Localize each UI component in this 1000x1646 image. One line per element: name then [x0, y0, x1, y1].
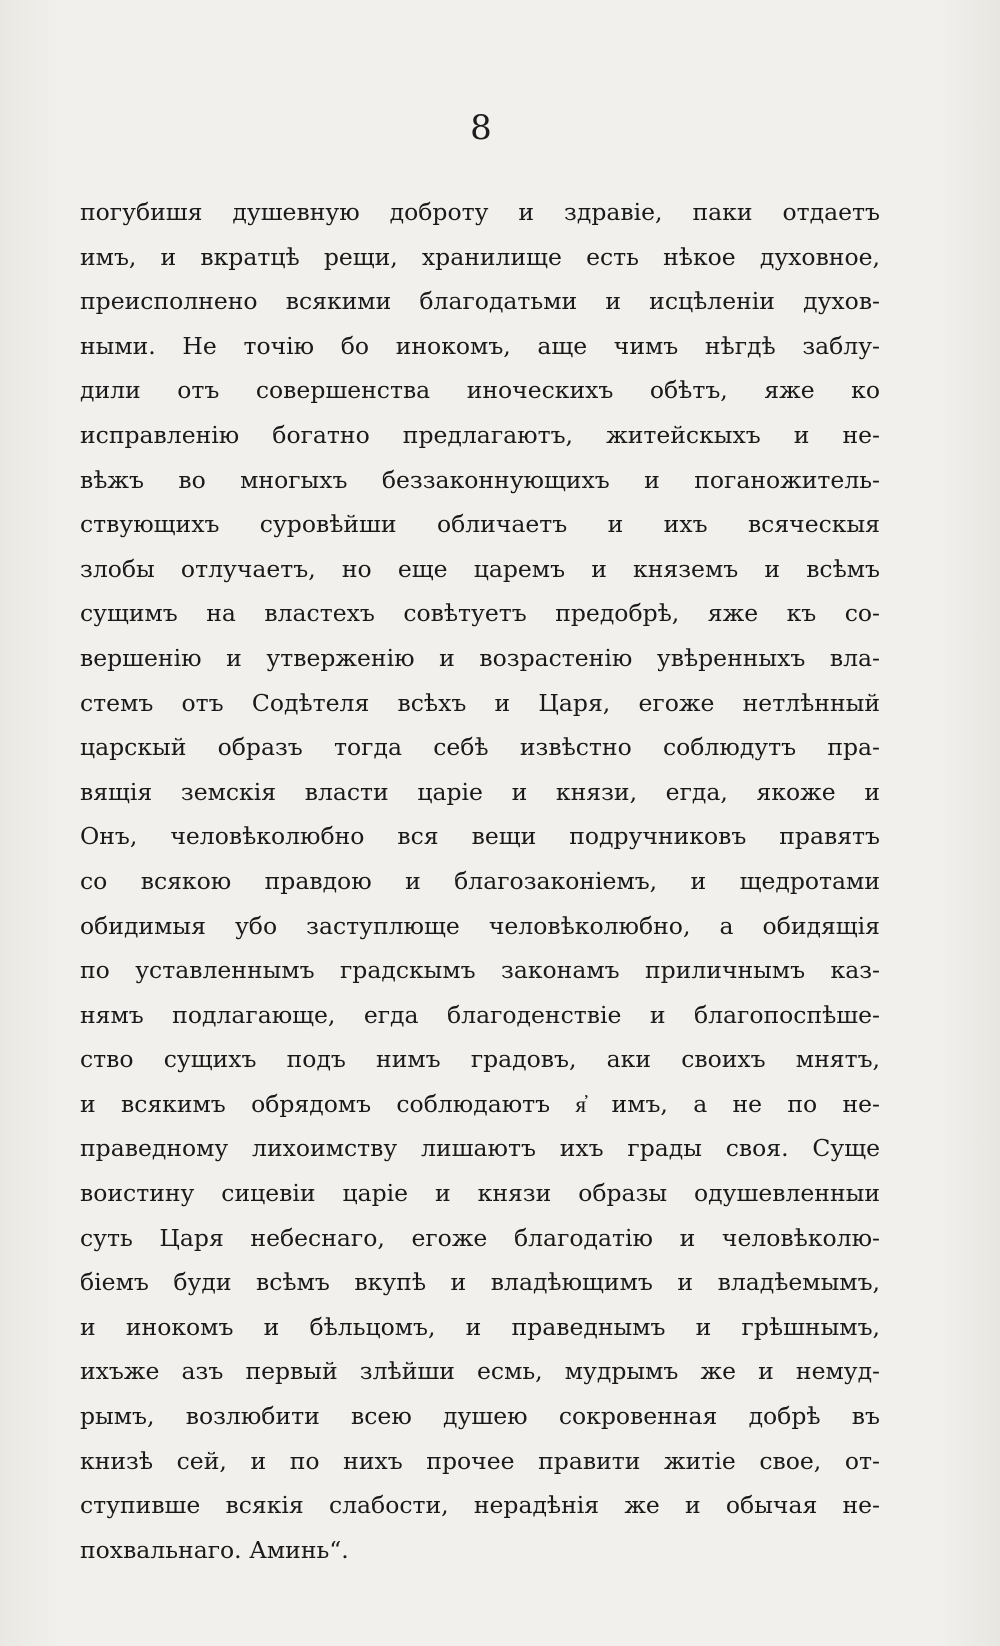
text-line: воистину сицевіи царіе и князи образы одушевленныи — [80, 1179, 880, 1208]
text-line: по уставленнымъ градскымъ законамъ приличнымъ каз- — [80, 956, 880, 985]
text-line: вершенію и утверженію и возрастенію увѣренныхъ вла- — [80, 643, 880, 672]
text-line: ными. Не точію бо инокомъ, аще чимъ нѣгдѣ заблу- — [80, 331, 880, 360]
text-line: имъ, и вкратцѣ рещи, хранилище есть нѣкое духовное, — [80, 242, 880, 271]
text-line: праведному лихоимству лишаютъ ихъ грады своя. Суще — [80, 1134, 880, 1163]
text-line: вѣжъ во многыхъ беззаконнующихъ и поганожитель- — [80, 465, 880, 494]
text-line: и всякимъ обрядомъ соблюдаютъ я҆ имъ, а не по не- — [80, 1089, 880, 1118]
text-line: ствующихъ суровѣйши обличаетъ и ихъ всяческыя — [80, 510, 880, 539]
body-text — [80, 190, 880, 1572]
text-line: сущимъ на властехъ совѣтуетъ предобрѣ, яже къ со- — [80, 599, 880, 628]
text-line: погубишя душевную доброту и здравіе, паки отдаетъ — [80, 198, 880, 226]
text-line: со всякою правдою и благозаконіемъ, и щедротами — [80, 866, 880, 895]
text-line: книзѣ сей, и по нихъ прочее правити житіе свое, от- — [80, 1446, 880, 1475]
text-line: и инокомъ и бѣльцомъ, и праведнымъ и грѣшнымъ, — [80, 1312, 880, 1341]
text-line: рымъ, возлюбити всею душею сокровенная добрѣ въ — [80, 1402, 880, 1431]
text-line: вящія земскія власти царіе и князи, егда, якоже и — [80, 777, 880, 806]
text-line: дили отъ совершенства иноческихъ обѣтъ, яже ко — [80, 376, 880, 405]
text-line: нямъ подлагающе, егда благоденствіе и благопоспѣше- — [80, 1000, 880, 1029]
text-line: злобы отлучаетъ, но еще царемъ и княземъ и всѣмъ — [80, 554, 880, 583]
text-line: преисполнено всякими благодатьми и исцѣленіи духов- — [80, 287, 880, 316]
text-line: исправленію богатно предлагаютъ, житейскыхъ и не- — [80, 420, 880, 449]
text-line: ихъже азъ первый злѣйши есмь, мудрымъ же и немуд- — [80, 1357, 880, 1386]
text-line: ступивше всякія слабости, нерадѣнія же и обычая не- — [80, 1491, 880, 1520]
text-line: суть Царя небеснаго, егоже благодатію и человѣколю- — [80, 1223, 880, 1252]
text-line: ство сущихъ подъ нимъ градовъ, аки своихъ мнятъ, — [80, 1045, 880, 1074]
text-line: похвальнаго. Аминь“. — [80, 1535, 349, 1564]
text-line: стемъ отъ Содѣтеля всѣхъ и Царя, егоже нетлѣнный — [80, 688, 880, 717]
text-line: обидимыя убо заступлюще человѣколюбно, а обидящія — [80, 911, 880, 940]
text-line: царскый образъ тогда себѣ извѣстно соблюдутъ пра- — [80, 733, 880, 762]
text-line: Онъ, человѣколюбно вся вещи подручниковъ правятъ — [80, 822, 880, 851]
page-number: 8 — [470, 108, 492, 148]
text-line: біемъ буди всѣмъ вкупѣ и владѣющимъ и владѣемымъ, — [80, 1268, 880, 1297]
